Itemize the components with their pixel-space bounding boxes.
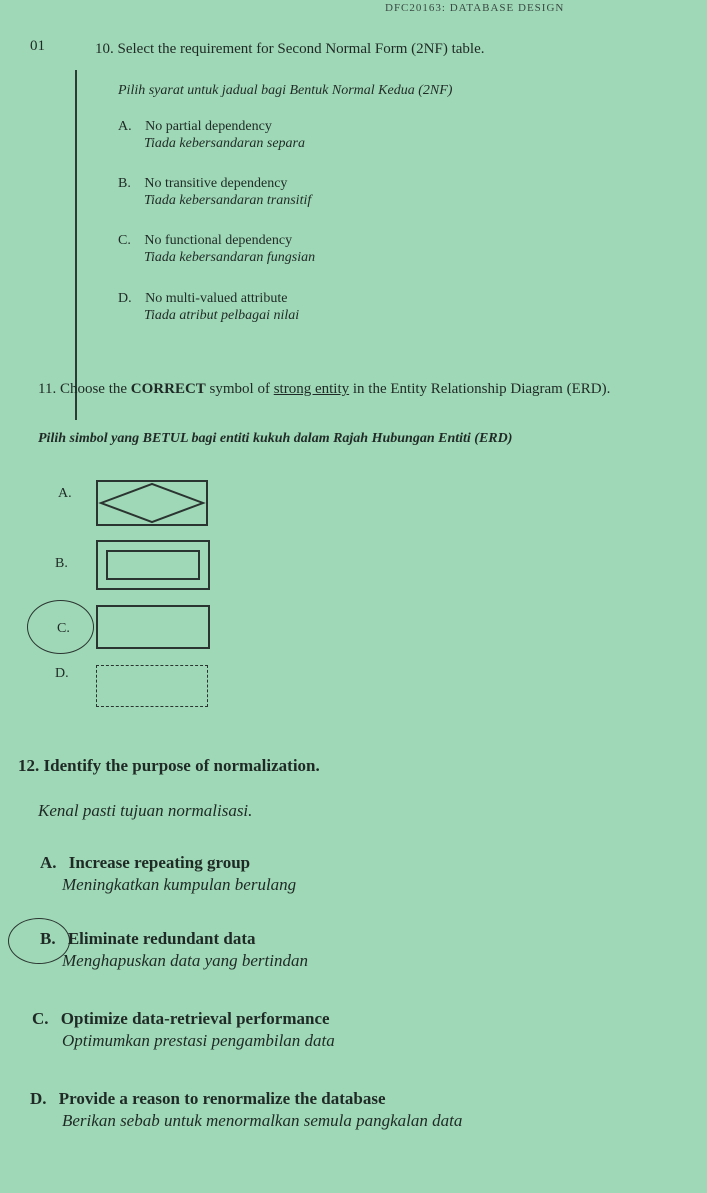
weak-entity-symbol[interactable] — [96, 480, 208, 526]
q12-question: 12. Identify the purpose of normalization. — [18, 756, 320, 775]
option-translation: Tiada kebersandaran separa — [144, 136, 305, 151]
option-translation: Tiada kebersandaran transitif — [144, 193, 312, 208]
q11-underlined: strong entity — [273, 381, 350, 397]
option-letter: D. — [30, 1089, 47, 1108]
q10-question: 10. Select the requirement for Second Normal Form (2NF) table. — [95, 41, 485, 57]
q10-option-c[interactable] — [118, 232, 315, 266]
option-text: No transitive dependency — [144, 176, 288, 191]
inner-rectangle — [106, 550, 200, 580]
option-letter: B. — [118, 176, 131, 191]
q12-option-b[interactable] — [40, 928, 308, 972]
q12-option-d[interactable] — [30, 1088, 462, 1132]
dashed-rectangle-symbol[interactable] — [96, 665, 208, 707]
option-letter: C. — [118, 233, 131, 248]
option-translation: Tiada atribut pelbagai nilai — [144, 308, 300, 323]
option-letter: D. — [118, 291, 132, 306]
page-marker: 01 — [30, 38, 45, 54]
course-header: DFC20163: DATABASE DESIGN — [385, 2, 565, 14]
q11-option-c-letter[interactable]: C. — [57, 621, 70, 636]
q12-option-c[interactable] — [32, 1008, 335, 1052]
q11-translation: Pilih simbol yang BETUL bagi entiti kukuh dalam Rajah Hubungan Entiti (ERD) — [38, 431, 513, 446]
option-letter: C. — [32, 1009, 49, 1028]
q12-translation: Kenal pasti tujuan normalisasi. — [38, 801, 253, 820]
option-text: No functional dependency — [144, 233, 293, 248]
q10-option-a[interactable] — [118, 118, 305, 152]
option-translation: Tiada kebersandaran fungsian — [144, 250, 316, 265]
q12-option-a[interactable] — [40, 852, 296, 896]
option-text: Optimize data-retrieval performance — [60, 1009, 330, 1028]
q10-option-d[interactable] — [118, 290, 299, 324]
option-text: Eliminate redundant data — [67, 929, 256, 948]
q11-option-b-letter[interactable]: B. — [55, 556, 68, 571]
option-translation: Meningkatkan kumpulan berulang — [62, 875, 297, 894]
q11-question — [38, 380, 678, 398]
q10-option-b[interactable] — [118, 175, 311, 209]
rectangle-symbol[interactable] — [96, 605, 210, 649]
q11-option-d-letter[interactable]: D. — [55, 666, 69, 681]
option-translation: Berikan sebab untuk menormalkan semula pangkalan data — [62, 1111, 463, 1130]
option-text: No multi-valued attribute — [145, 291, 288, 306]
option-letter: A. — [40, 853, 57, 872]
q11-text: 11. Choose the — [38, 381, 131, 397]
option-translation: Optimumkan prestasi pengambilan data — [62, 1031, 335, 1050]
option-letter: B. — [40, 929, 56, 948]
option-letter: A. — [118, 119, 132, 134]
q10-translation: Pilih syarat untuk jadual bagi Bentuk Normal Kedua (2NF) — [118, 83, 453, 98]
margin-line — [75, 70, 77, 420]
q11-option-a-letter[interactable]: A. — [58, 486, 72, 501]
q11-text: symbol of — [205, 381, 274, 397]
q11-text: in the Entity Relationship Diagram (ERD). — [349, 381, 611, 397]
option-text: No partial dependency — [145, 119, 272, 134]
option-text: Increase repeating group — [68, 853, 251, 872]
option-translation: Menghapuskan data yang bertindan — [62, 951, 308, 970]
double-rectangle-symbol[interactable] — [96, 540, 210, 590]
q11-bold: CORRECT — [130, 381, 206, 397]
option-text: Provide a reason to renormalize the database — [58, 1089, 386, 1108]
